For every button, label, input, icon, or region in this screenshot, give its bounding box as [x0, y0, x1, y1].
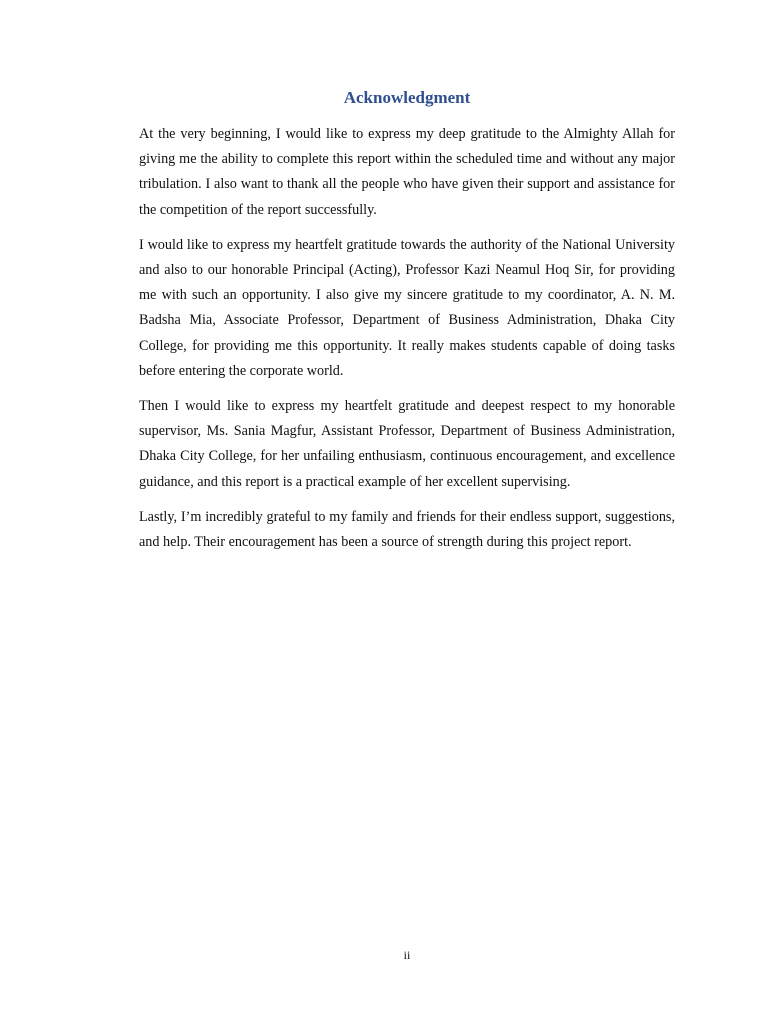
- page-title: Acknowledgment: [343, 88, 471, 107]
- paragraph-authority-thanks: I would like to express my heartfelt gratitude towards the authority of the National University and also to our honorable Principal (Acting), Professor Kazi Neamul Hoq Sir, for providing me with such an opportunity. I also give my sincere gratitude to my coordinator, A. N. M. Badsha Mia, Associate Professor, Department of Business Administration, Dhaka City College, for providing me this opportunity. It really makes students capable of doing tasks before entering the corporate world.: [139, 236, 675, 379]
- paragraph-family-thanks: Lastly, I’m incredibly grateful to my family and friends for their endless support, suggestions, and help. Their encouragement has been a source of strength during this project report.: [139, 508, 675, 551]
- page-number: ii: [403, 948, 411, 962]
- acknowledgment-body: [139, 122, 675, 565]
- paragraph-supervisor-thanks: Then I would like to express my heartfelt gratitude and deepest respect to my honorable supervisor, Ms. Sania Magfur, Assistant Professor, Department of Business Administration, Dhaka City College, for her unfailing enthusiasm, continuous encouragement, and excellence guidance, and this report is a practical example of her excellent supervising.: [139, 398, 675, 490]
- paragraph-opening: At the very beginning, I would like to express my deep gratitude to the Almighty Allah for giving me the ability to complete this report within the scheduled time and without any major tribulation. I also want to thank all the people who have given their support and assistance for the competition of the report successfully.: [139, 126, 675, 218]
